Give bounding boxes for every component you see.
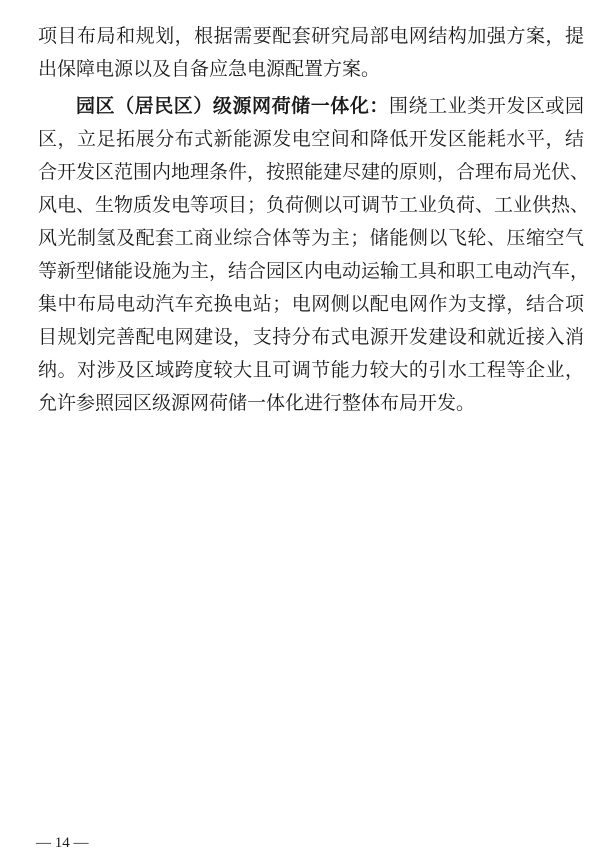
text-line: 等新型储能设施为主，结合园区内电动运输工具和职工电动汽车， xyxy=(38,260,590,282)
section-heading-line xyxy=(38,90,584,123)
text-line: 集中布局电动汽车充换电站；电网侧以配电网作为支撑，结合项 xyxy=(38,293,584,315)
text-line: 允许参照园区级源网荷储一体化进行整体布局开发。 xyxy=(38,392,476,414)
page-number: — 14 — xyxy=(36,835,89,851)
text-line: 出保障电源以及自备应急电源配置方案。 xyxy=(38,58,381,80)
text-line: 合开发区范围内地理条件，按照能建尽建的原则，合理布局光伏、 xyxy=(38,161,590,183)
text-fragment: 围绕工业类开发区或园 xyxy=(388,95,584,117)
text-line: 风光制氢及配套工商业综合体等为主；储能侧以飞轮、压缩空气 xyxy=(38,227,584,249)
text-line: 纳。对涉及区域跨度较大且可调节能力较大的引水工程等企业， xyxy=(38,359,584,381)
text-line: 区，立足拓展分布式新能源发电空间和降低开发区能耗水平，结 xyxy=(38,128,584,150)
section-heading: 园区（居民区）级源网荷储一体化： xyxy=(76,95,389,117)
text-line: 项目布局和规划，根据需要配套研究局部电网结构加强方案，提 xyxy=(38,25,584,47)
text-line: 目规划完善配电网建设，支持分布式电源开发建设和就近接入消 xyxy=(38,326,584,348)
text-line: 风电、生物质发电等项目；负荷侧以可调节工业负荷、工业供热、 xyxy=(38,194,590,216)
document-body xyxy=(38,20,590,420)
